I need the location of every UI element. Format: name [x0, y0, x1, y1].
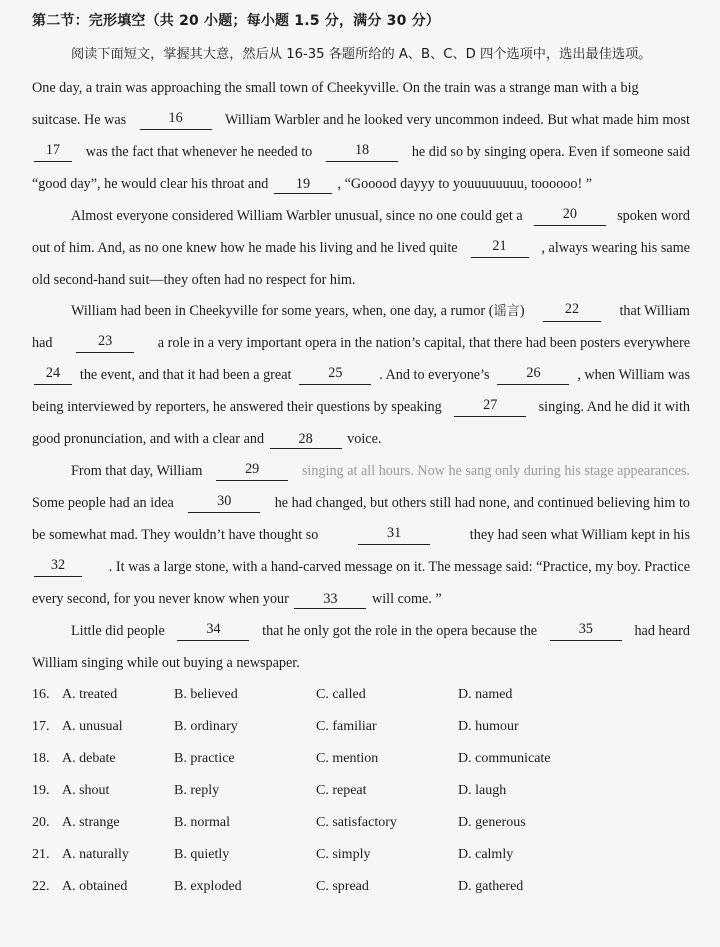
blank-27[interactable]: 27 [454, 397, 526, 417]
option-d[interactable]: D. calmly [458, 847, 514, 862]
option-d[interactable]: D. named [458, 687, 513, 702]
blank-29[interactable]: 29 [216, 461, 288, 481]
blank-21[interactable]: 21 [471, 238, 529, 258]
option-a[interactable]: A. shout [62, 783, 110, 798]
option-d[interactable]: D. humour [458, 719, 519, 734]
blank-23[interactable]: 23 [76, 333, 134, 353]
option-a[interactable]: A. debate [62, 751, 116, 766]
passage-line: be somewhat mad. They wouldn’t have thought so 31 they had seen what William kept in his [32, 525, 690, 543]
blank-17[interactable]: 17 [34, 142, 72, 162]
passage-line: From that day, William 29 singing at all hours. Now he sang only during his stage appearances. [71, 461, 690, 479]
blank-25[interactable]: 25 [299, 365, 371, 385]
option-c[interactable]: C. simply [316, 847, 371, 862]
passage-line: had 23 a role in a very important opera in the nation’s capital, that there had been posters everywhere [32, 333, 690, 351]
option-b[interactable]: B. ordinary [174, 719, 238, 734]
blank-34[interactable]: 34 [177, 621, 249, 641]
passage-line: out of him. And, as no one knew how he made his living and he lived quite 21 , always wearing his same [32, 238, 690, 256]
option-d[interactable]: D. gathered [458, 879, 524, 894]
option-a[interactable]: A. strange [62, 815, 120, 830]
blank-28[interactable]: 28 [270, 431, 342, 449]
passage-line: William had been in Cheekyville for some years, when, one day, a rumor (谣言) 22 that William [71, 301, 690, 322]
blank-18[interactable]: 18 [326, 142, 398, 162]
option-c[interactable]: C. spread [316, 879, 369, 894]
passage-line: “good day”, he would clear his throat and 19 , “Gooood dayyy to youuuuuuuu, toooooo! ” [32, 176, 593, 192]
blank-22[interactable]: 22 [543, 301, 601, 322]
blank-33[interactable]: 33 [294, 591, 366, 609]
blank-30[interactable]: 30 [188, 493, 260, 513]
option-d[interactable]: D. communicate [458, 751, 551, 766]
option-a[interactable]: A. naturally [62, 847, 129, 862]
passage-line: every second, for you never know when your 33 will come. ” [32, 591, 442, 607]
exam-page: 第二节：完形填空（共 20 小题；每小题 1.5 分，满分 30 分） 阅读下面短文，掌握其大意，然后从 16-35 各题所给的 A、B、C、D 四个选项中，选出最佳选项。 One day, a train was approaching the small town of Cheekyville. On the train was a strange man with a big suitcase. He was 16 William Warbler and he looked very uncommon indeed. But what made him most 17 was the fact that whenever he needed to 18 he did so by singing opera. Even if someone said “good day”, he would clear his throat and 19 , “Gooood dayyy to youuuuuuuu, toooooo! ” Almost everyone considered William Warbler unusual, since no one could get a 20 spoken word out of him. And, as no one knew how he made his living and he lived quite 21 , always wearing his same old second-hand suit—they often had no respect for him. William had been in Cheekyville for some years, when, one day, a rumor (谣言) 22 that William had 23 a role in a very important opera in the nation’s capital, that there had been posters everywhere 24 the event, and that it had been a great 25 . And to everyone’s 26 , when William was being interviewed by reporters, he answered their questions by speaking 27 singing. And he did it with good pronunciation, and with a clear and 28 voice. From that day, William 29 singing at all hours. Now he sang only during his stage appearances. Some people had an idea 30 he had changed, but others still had none, and continued believing him to be somewhat mad. They wouldn’t have thought so 31 they had seen what William kept in his 32 . It was a large stone, with a hand-carved message on it. The message said: “Practice, my boy. Practice every second, for you never know when your 33 will come. ” Little did people 34 that he only got the role in the opera because the 35 had heard William singing while out buying a newspaper. 16. A. treated B. believed C. called D. named 17. A. unusual B. ordinary C. familiar D. humour 18. A. debate B. practice C. mention D. communicate 19. A. shout B. reply C. repeat D. laugh 20. A. strange B. normal C. satisfactory D. generous 21. A. naturally B. quietly C. simply D. calmly 22. A. obtained B. exploded C. spread D. gathered [0, 0, 720, 947]
passage-line: old second-hand suit—they often had no respect for him. [32, 272, 356, 288]
option-b[interactable]: B. exploded [174, 879, 242, 894]
section-heading: 第二节：完形填空（共 20 小题；每小题 1.5 分，满分 30 分） [32, 13, 441, 29]
passage-line: Little did people 34 that he only got the role in the opera because the 35 had heard [71, 621, 690, 639]
passage-line: 17 was the fact that whenever he needed to 18 he did so by singing opera. Even if someone said [32, 142, 690, 162]
blank-20[interactable]: 20 [534, 206, 606, 226]
option-d[interactable]: D. generous [458, 815, 526, 830]
passage-line: Almost everyone considered William Warbler unusual, since no one could get a 20 spoken word [71, 206, 690, 224]
option-d[interactable]: D. laugh [458, 783, 507, 798]
option-c[interactable]: C. familiar [316, 719, 377, 734]
passage-line: 32 . It was a large stone, with a hand-carved message on it. The message said: “Practice, my boy. Practice [32, 557, 690, 577]
blank-32[interactable]: 32 [34, 557, 82, 577]
option-b[interactable]: B. quietly [174, 847, 230, 862]
passage-line: William singing while out buying a newspaper. [32, 655, 300, 671]
passage-line: One day, a train was approaching the small town of Cheekyville. On the train was a strange man with a big [32, 80, 639, 96]
blank-31[interactable]: 31 [358, 525, 430, 545]
instruction-text: 阅读下面短文，掌握其大意，然后从 16-35 各题所给的 A、B、C、D 四个选项中，选出最佳选项。 [71, 47, 652, 62]
blank-35[interactable]: 35 [550, 621, 622, 641]
passage-line: suitcase. He was 16 William Warbler and he looked very uncommon indeed. But what made him most [32, 110, 690, 128]
passage-line: 24 the event, and that it had been a great 25 . And to everyone’s 26 , when William was [32, 365, 690, 385]
passage-line: Some people had an idea 30 he had changed, but others still had none, and continued believing him to [32, 493, 690, 511]
option-c[interactable]: C. repeat [316, 783, 367, 798]
option-c[interactable]: C. satisfactory [316, 815, 397, 830]
option-a[interactable]: A. obtained [62, 879, 128, 894]
option-b[interactable]: B. reply [174, 783, 220, 798]
passage-line: good pronunciation, and with a clear and 28 voice. [32, 431, 382, 447]
option-a[interactable]: A. treated [62, 687, 118, 702]
blank-26[interactable]: 26 [497, 365, 569, 385]
option-a[interactable]: A. unusual [62, 719, 123, 734]
blank-19[interactable]: 19 [274, 176, 332, 194]
passage-line: being interviewed by reporters, he answered their questions by speaking 27 singing. And he did it with [32, 397, 690, 415]
blank-16[interactable]: 16 [140, 110, 212, 130]
option-b[interactable]: B. normal [174, 815, 230, 830]
blank-24[interactable]: 24 [34, 365, 72, 385]
option-c[interactable]: C. mention [316, 751, 379, 766]
option-c[interactable]: C. called [316, 687, 366, 702]
option-b[interactable]: B. practice [174, 751, 235, 766]
option-b[interactable]: B. believed [174, 687, 238, 702]
